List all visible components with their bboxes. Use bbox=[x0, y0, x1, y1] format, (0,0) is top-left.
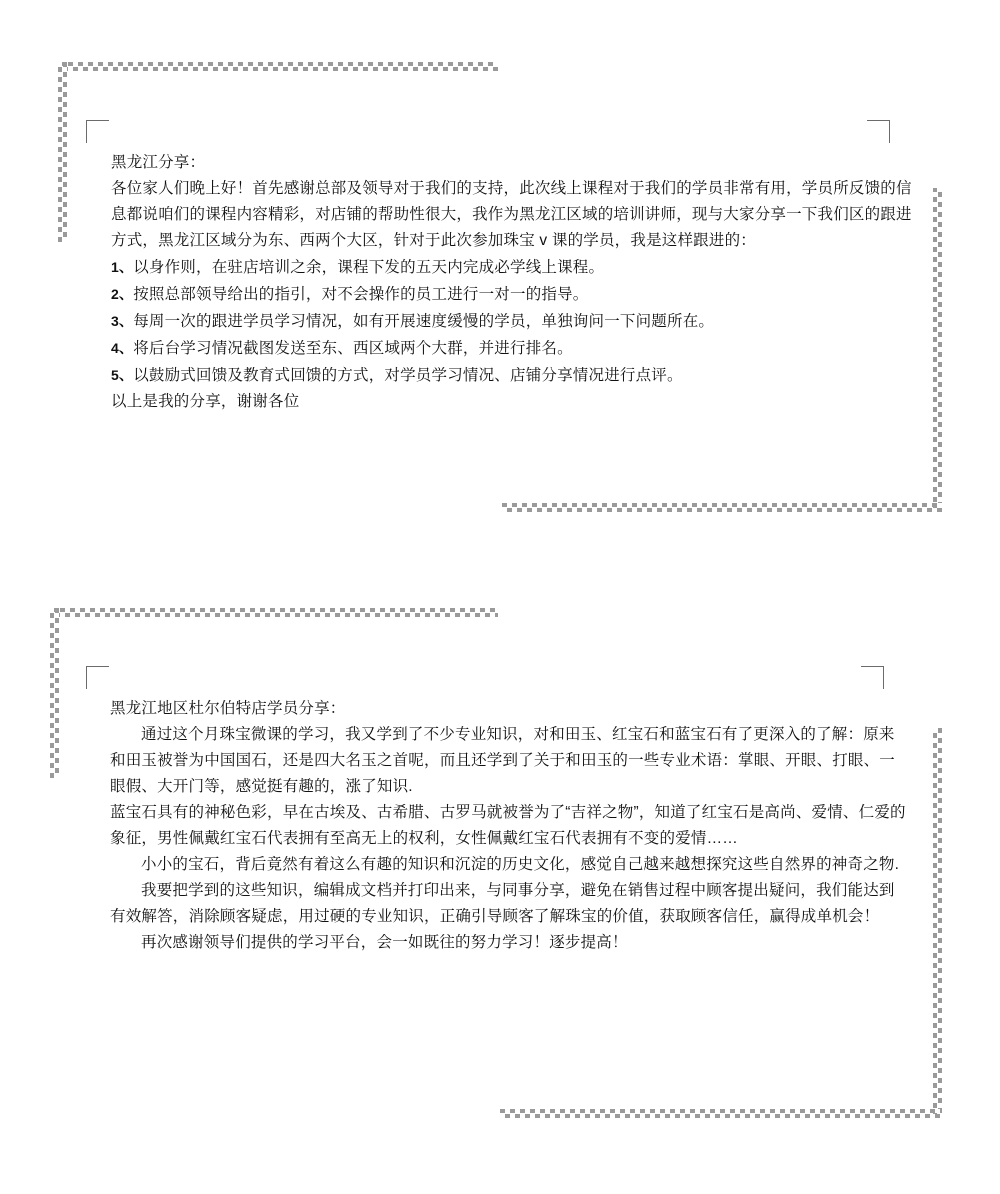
selection-border-bottom bbox=[502, 503, 942, 512]
list-item bbox=[111, 335, 921, 362]
list-item-number: 5、 bbox=[111, 367, 134, 383]
block-one-closing: 以上是我的分享，谢谢各位 bbox=[111, 393, 300, 410]
selection-border-left bbox=[50, 608, 59, 778]
paragraph: 蓝宝石具有的神秘色彩，早在古埃及、古希腊、古罗马就被誉为了“吉祥之物”，知道了红宝石是高尚、爱情、仁爱的象征，男性佩戴红宝石代表拥有至高无上的权利，女性佩戴红宝石代表拥有不变的爱情…… bbox=[110, 804, 906, 847]
block-two-title: 黑龙江地区杜尔伯特店学员分享： bbox=[110, 700, 346, 717]
selection-border-right bbox=[933, 188, 942, 512]
crop-mark-top-right bbox=[867, 120, 890, 143]
crop-mark-top-right bbox=[861, 666, 884, 689]
list-item bbox=[111, 362, 921, 389]
crop-mark-top-left bbox=[86, 120, 109, 143]
list-item bbox=[111, 254, 921, 281]
list-item-text: 将后台学习情况截图发送至东、西区域两个大群，并进行排名。 bbox=[133, 340, 573, 357]
block-one-intro: 各位家人们晚上好！首先感谢总部及领导对于我们的支持，此次线上课程对于我们的学员非常有用，学员所反馈的信息都说咱们的课程内容精彩，对店铺的帮助性很大，我作为黑龙江区域的培训讲师，现与大家分享一下我们区的跟进方式，黑龙江区域分为东、西两个大区，针对于此次参加珠宝 v 课的学员，我是这样跟进的： bbox=[111, 180, 912, 249]
paragraph: 通过这个月珠宝微课的学习，我又学到了不少专业知识，对和田玉、红宝石和蓝宝石有了更深入的了解：原来和田玉被誉为中国国石，还是四大名玉之首呢，而且还学到了关于和田玉的一些专业术语：掌眼、开眼、打眼、一眼假、大开门等，感觉挺有趣的，涨了知识. bbox=[110, 726, 896, 795]
list-item bbox=[111, 308, 921, 335]
list-item-number: 3、 bbox=[111, 313, 134, 329]
selection-border-left bbox=[58, 62, 67, 242]
selection-border-bottom bbox=[500, 1109, 942, 1118]
crop-mark-top-left bbox=[86, 666, 109, 689]
list-item bbox=[111, 281, 921, 308]
block-two-text[interactable] bbox=[110, 696, 910, 956]
paragraph: 小小的宝石，背后竟然有着这么有趣的知识和沉淀的历史文化，感觉自己越来越想探究这些自然界的神奇之物. bbox=[141, 856, 900, 873]
paragraph: 再次感谢领导们提供的学习平台，会一如既往的努力学习！逐步提高！ bbox=[141, 934, 628, 951]
list-item-text: 每周一次的跟进学员学习情况，如有开展速度缓慢的学员，单独询问一下问题所在。 bbox=[133, 313, 715, 330]
selection-border-top bbox=[50, 608, 498, 617]
list-item-text: 以鼓励式回馈及教育式回馈的方式，对学员学习情况、店铺分享情况进行点评。 bbox=[133, 367, 683, 384]
selection-border-right bbox=[933, 728, 942, 1118]
selection-border-top bbox=[58, 62, 498, 71]
paragraph: 我要把学到的这些知识，编辑成文档并打印出来，与同事分享，避免在销售过程中顾客提出疑问，我们能达到有效解答，消除顾客疑虑，用过硬的专业知识，正确引导顾客了解珠宝的价值，获取顾客信任，赢得成单机会！ bbox=[110, 882, 895, 925]
list-item-number: 1、 bbox=[111, 259, 134, 275]
document-block-two[interactable] bbox=[50, 608, 942, 1118]
block-one-text[interactable] bbox=[111, 150, 921, 415]
list-item-number: 4、 bbox=[111, 340, 134, 356]
list-item-text: 按照总部领导给出的指引，对不会操作的员工进行一对一的指导。 bbox=[133, 286, 589, 303]
document-block-one[interactable] bbox=[58, 62, 942, 512]
list-item-text: 以身作则，在驻店培训之余，课程下发的五天内完成必学线上课程。 bbox=[133, 259, 605, 276]
block-one-title: 黑龙江分享： bbox=[111, 154, 206, 171]
list-item-number: 2、 bbox=[111, 286, 134, 302]
